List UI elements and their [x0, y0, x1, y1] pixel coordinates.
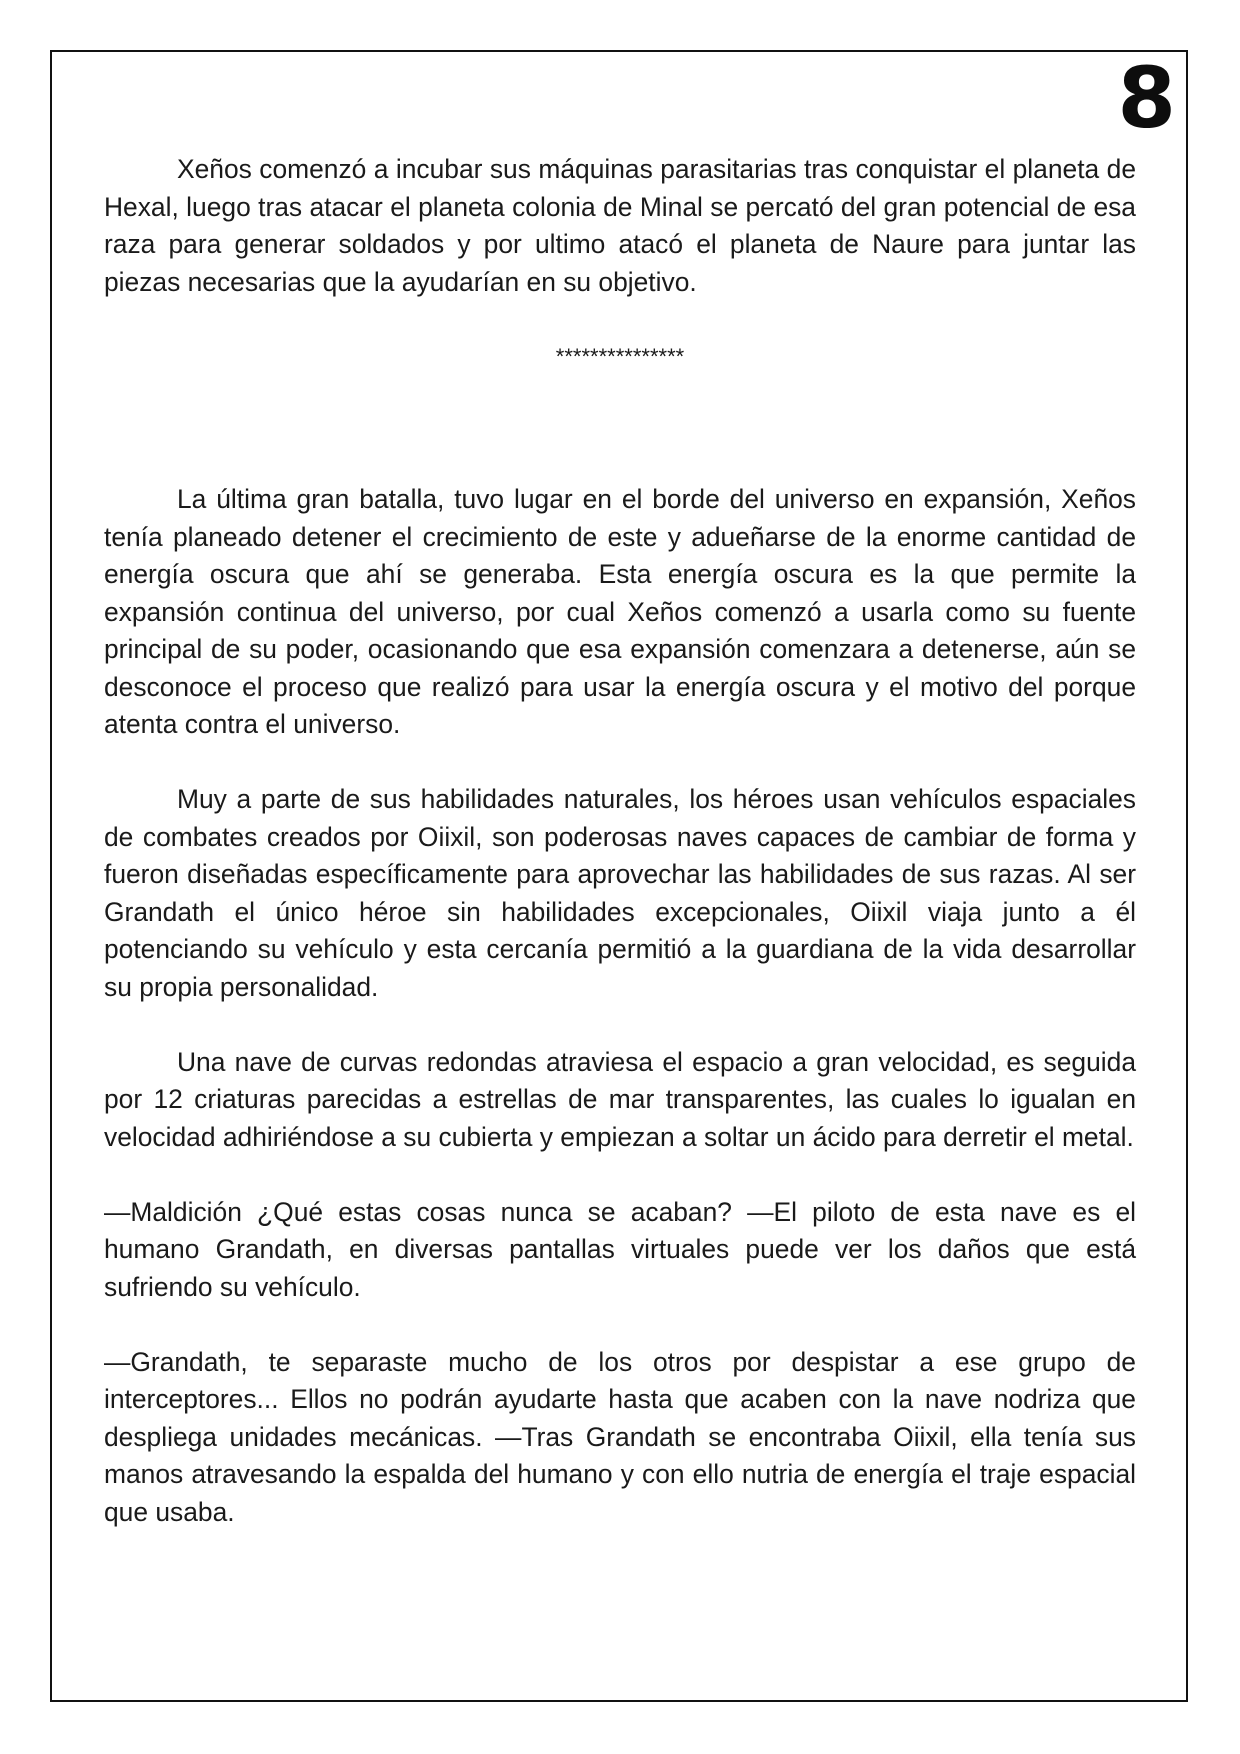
paragraph: Muy a parte de sus habilidades naturales, los héroes usan vehículos espaciales de combates creados por Oiixil, son poderosas naves capaces de cambiar de forma y fueron diseñadas específicamente para aprovechar las habilidades de sus razas. Al ser Grandath el único héroe sin habilidades excepcionales, Oiixil viaja junto a él potenciando su vehículo y esta cercanía permitió a la guardiana de la vida desarrollar su propia personalidad. — [104, 784, 1136, 1002]
section-divider: *************** — [555, 344, 685, 369]
document-body — [104, 151, 1136, 1531]
dialogue-paragraph: —Grandath, te separaste mucho de los otros por despistar a ese grupo de interceptores... Ellos no podrán ayudarte hasta que acaben con la nave nodriza que despliega unidades mecánicas. —Tras Grandath se encontraba Oiixil, ella tenía sus manos atravesando la espalda del humano y con ello nutria de energía el traje espacial que usaba. — [104, 1346, 1136, 1527]
paragraph: Xeños comenzó a incubar sus máquinas parasitarias tras conquistar el planeta de Hexal, luego tras atacar el planeta colonia de Minal se percató del gran potencial de esa raza para generar soldados y por ultimo atacó el planeta de Naure para juntar las piezas necesarias que la ayudarían en su objetivo. — [104, 154, 1136, 297]
paragraph: La última gran batalla, tuvo lugar en el borde del universo en expansión, Xeños tenía planeado detener el crecimiento de este y adueñarse de la enorme cantidad de energía oscura que ahí se generaba. Esta energía oscura es la que permite la expansión continua del universo, por cual Xeños comenzó a usarla como su fuente principal de su poder, ocasionando que esa expansión comenzara a detenerse, aún se desconoce el proceso que realizó para usar la energía oscura y el motivo del porque atenta contra el universo. — [104, 484, 1136, 739]
page-number: 8 — [1117, 49, 1176, 147]
paragraph: Una nave de curvas redondas atraviesa el espacio a gran velocidad, es seguida por 12 criaturas parecidas a estrellas de mar transparentes, las cuales lo igualan en velocidad adhiriéndose a su cubierta y empiezan a soltar un ácido para derretir el metal. — [104, 1046, 1136, 1152]
dialogue-paragraph: —Maldición ¿Qué estas cosas nunca se acaban? —El piloto de esta nave es el humano Grandath, en diversas pantallas virtuales puede ver los daños que está sufriendo su vehículo. — [104, 1196, 1136, 1302]
